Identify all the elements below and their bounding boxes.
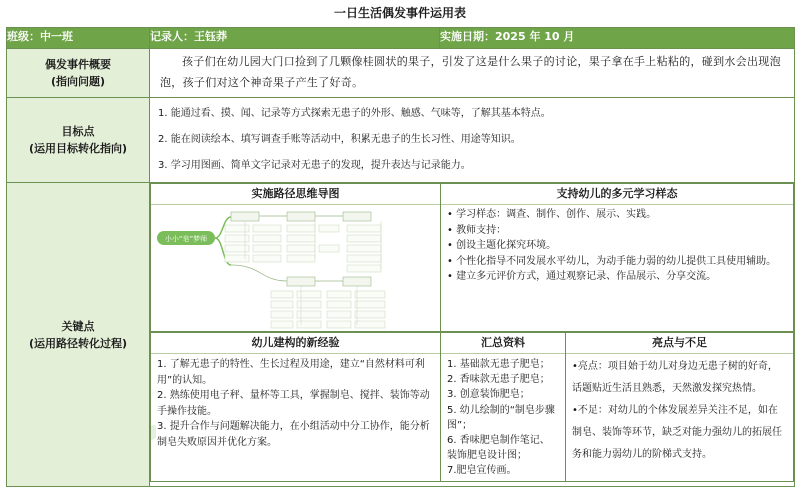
experience-item: 1. 了解无患子的特性、生长过程及用途，建立“自然材料可利用”的认知。 xyxy=(157,359,425,386)
support-item: • 学习样态：调查、制作、创作、展示、实践。 xyxy=(447,209,657,220)
key-content xyxy=(150,183,795,487)
key-upper xyxy=(150,183,794,332)
support-title: 支持幼儿的多元学习样态 xyxy=(441,184,793,205)
resource-item: 3. 创意装饰肥皂； xyxy=(447,389,530,401)
date-cell: 实施日期：2025 年 10 月 xyxy=(440,28,795,49)
goals-list xyxy=(150,98,795,183)
resource-item: 6. 香味肥皂制作笔记、装饰肥皂设计图； xyxy=(447,435,550,462)
support-item: • 创设主题化探究环境。 xyxy=(447,240,557,252)
support-item: • 个性化指导不同发展水平幼儿，为动手能力弱的幼儿提供工具使用辅助。 xyxy=(447,255,777,267)
experience-panel xyxy=(151,333,441,482)
highlight-item: •亮点：项目始于幼儿对身边无患子树的好奇，话题贴近生活且熟悉，天然激发探究热情。 xyxy=(572,361,778,394)
mindmap-image xyxy=(151,205,440,331)
experience-item: 3. 提升合作与问题解决能力，在小组活动中分工协作，能分析制皂失败原因并优化方案。 xyxy=(157,421,430,448)
header-row xyxy=(7,28,795,49)
highlights-panel xyxy=(566,333,794,482)
highlights-list xyxy=(566,354,793,468)
goals-label-line2: (运用目标转化指向) xyxy=(28,142,128,155)
key-label xyxy=(7,183,150,487)
summary-row xyxy=(7,49,795,98)
highlights-title: 亮点与不足 xyxy=(566,333,793,354)
key-label-line2: (运用路径转化过程) xyxy=(28,336,128,350)
mindmap-branch xyxy=(287,212,315,221)
experience-list xyxy=(151,354,440,452)
resource-item: 5. 幼儿绘制的“制皂步骤图”； xyxy=(447,404,555,431)
highlight-item: •不足：对幼儿的个体发展差异关注不足，如在制皂、装饰等环节，缺乏对能力强幼儿的拓展任务和能力弱幼儿的阶梯式支持。 xyxy=(572,405,782,460)
summary-label-line2: (指向问题) xyxy=(50,75,106,88)
summary-label xyxy=(7,49,150,98)
recorder-cell: 记录人：王钰莽 xyxy=(150,28,440,49)
resources-title: 汇总资料 xyxy=(441,333,565,354)
event-table xyxy=(6,27,795,487)
goal-item: 3. 学习用图画、简单文字记录对无患子的发现，提升表达与记录能力。 xyxy=(158,160,471,171)
goal-item: 1. 能通过看、摸、闻、记录等方式探索无患子的外形、触感、气味等，了解其基本特点。 xyxy=(158,108,551,119)
mindmap-root-text: 小小“皂”梦师 xyxy=(164,235,208,243)
goals-label xyxy=(7,98,150,183)
mindmap-branch xyxy=(343,212,371,221)
mindmap-branch xyxy=(343,277,371,286)
support-list xyxy=(441,205,793,287)
mindmap-panel xyxy=(151,184,441,332)
summary-text: 孩子们在幼儿园大门口捡到了几颗像桂圆状的果子，引发了这是什么果子的讨论，果子拿在手上粘粘的，碰到水会出现泡泡，孩子们对这个神奇果子产生了好奇。 xyxy=(150,49,795,98)
mindmap-diagram xyxy=(151,205,441,331)
goals-row xyxy=(7,98,795,183)
resource-item: 7.肥皂宣传画。 xyxy=(447,465,517,477)
document-title: 一日生活偶发事件运用表 xyxy=(333,6,466,20)
resource-item: 2. 香味款无患子肥皂； xyxy=(447,374,550,386)
mindmap-title: 实施路径思维导图 xyxy=(151,184,440,205)
goal-item: 2. 能在阅读绘本、填写调查手账等活动中，积累无患子的生长习性、用途等知识。 xyxy=(158,134,521,145)
key-lower xyxy=(150,332,794,482)
experience-item: 2. 熟练使用电子秤、量杯等工具，掌握制皂、搅拌、装饰等动手操作技能。 xyxy=(157,390,430,417)
mindmap-branch xyxy=(231,212,259,221)
support-item: • 教师支持： xyxy=(447,224,507,236)
resource-item: 1. 基础款无患子肥皂； xyxy=(447,359,550,370)
key-row xyxy=(7,183,795,487)
resources-panel xyxy=(441,333,566,482)
goals-label-line1: 目标点 xyxy=(61,125,95,138)
key-label-line1: 关键点 xyxy=(61,319,95,333)
resources-list xyxy=(441,354,565,481)
mindmap-branch xyxy=(287,277,315,286)
summary-label-line1: 偶发事件概要 xyxy=(45,58,111,71)
experience-title: 幼儿建构的新经验 xyxy=(151,333,440,354)
class-cell: 班级：中一班 xyxy=(7,28,150,49)
support-item: • 建立多元评价方式，通过观察记录、作品展示、分享交流。 xyxy=(447,271,717,283)
support-panel xyxy=(441,184,794,332)
